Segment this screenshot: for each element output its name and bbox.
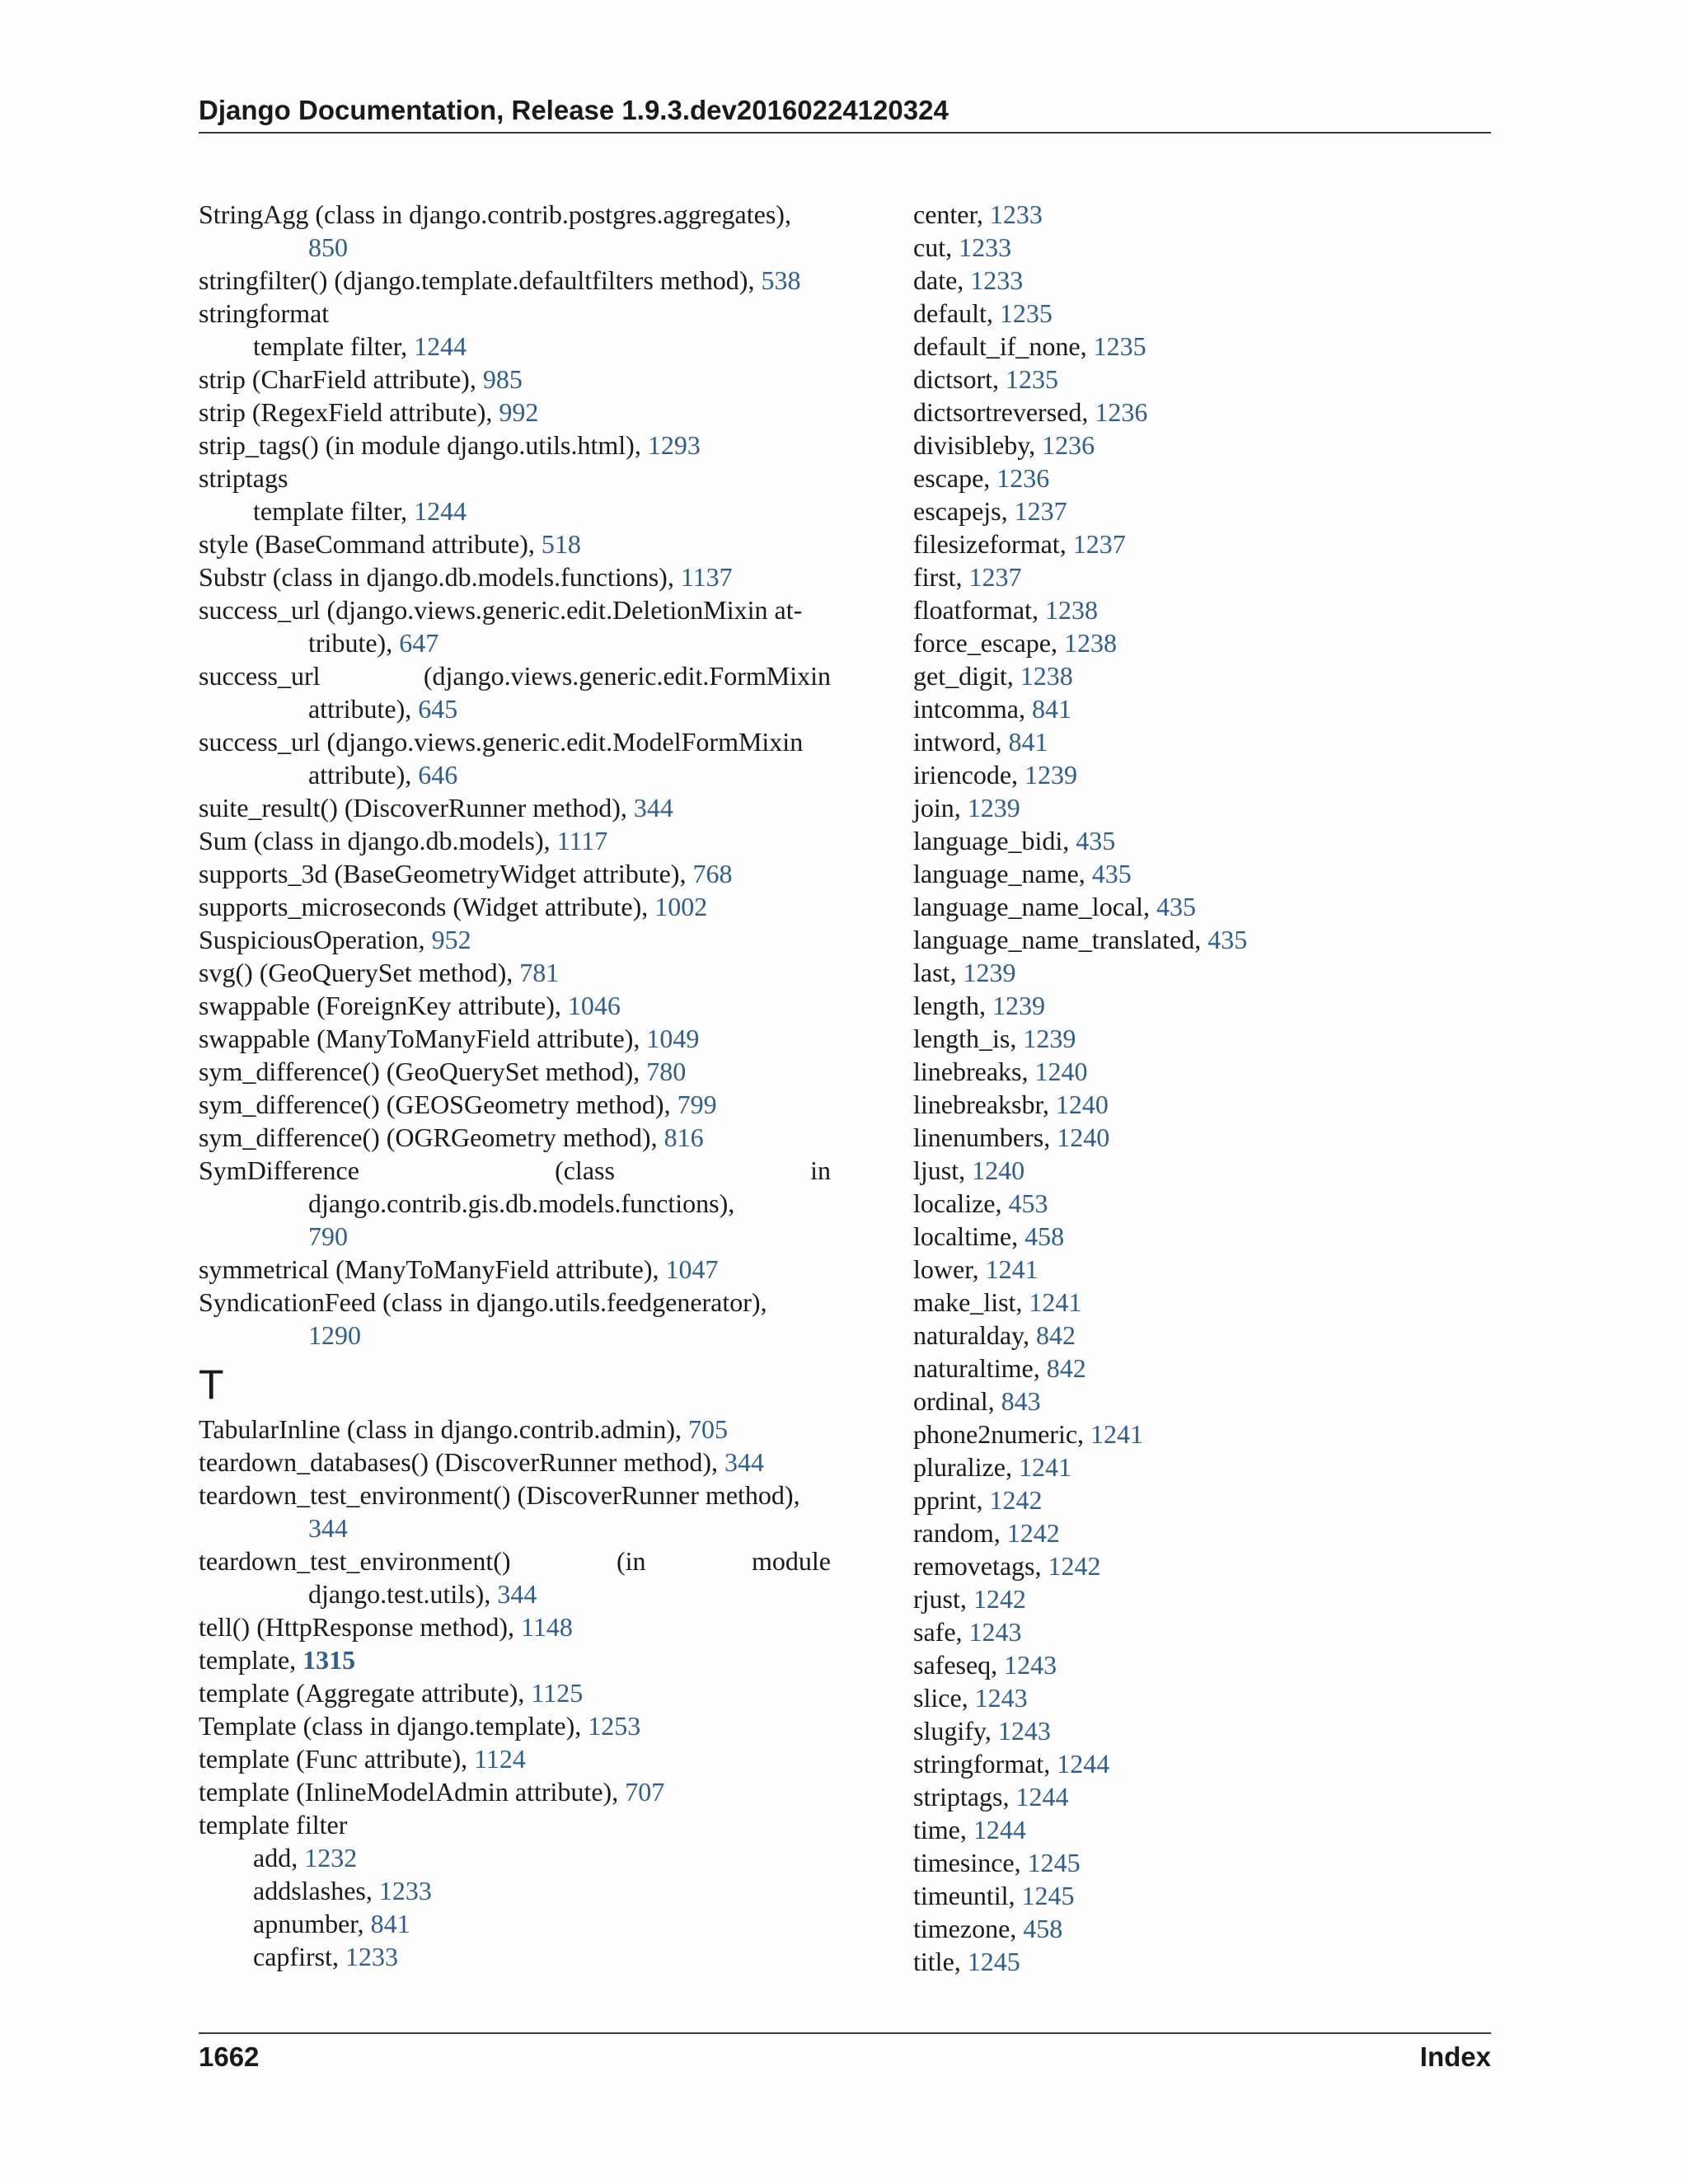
- subentry-label: localtime,: [913, 1221, 1025, 1251]
- subentry-label: join,: [913, 793, 968, 823]
- page-link[interactable]: 1046: [567, 991, 621, 1020]
- index-entry: template filter: [199, 1810, 348, 1840]
- page-link[interactable]: 1002: [654, 892, 708, 921]
- page-link[interactable]: 1239: [967, 793, 1020, 823]
- subentry-label: floatformat,: [913, 595, 1045, 625]
- index-entry-continuation: [199, 1319, 831, 1352]
- page-link[interactable]: 538: [761, 265, 801, 295]
- template-filter-subentry: [913, 1022, 1490, 1055]
- page-link[interactable]: 1239: [963, 958, 1016, 987]
- page-link[interactable]: 1237: [1014, 496, 1067, 526]
- document-title: Django Documentation, Release 1.9.3.dev20160224120324: [199, 95, 949, 125]
- index-entry-continuation: attribute), 646: [308, 760, 458, 790]
- subentry-label: center,: [913, 199, 990, 229]
- template-filter-subentry: [913, 1813, 1490, 1846]
- subentry-label: language_name_local,: [913, 892, 1156, 921]
- page-link[interactable]: 453: [1008, 1188, 1048, 1218]
- footer-section-name: Index: [1419, 2041, 1491, 2072]
- index-entry: sym_difference() (OGRGeometry method), 816: [199, 1122, 704, 1152]
- subentry-label: language_name_translated,: [913, 925, 1208, 954]
- index-entry-continuation: django.test.utils), 344: [308, 1579, 537, 1609]
- template-filter-subentry: [913, 1846, 1490, 1879]
- page-link[interactable]: 435: [1076, 826, 1116, 855]
- subentry-label: pprint,: [913, 1485, 990, 1515]
- subentry-label: language_bidi,: [913, 826, 1076, 855]
- template-filter-subentry: [913, 1747, 1490, 1780]
- subentry-label: force_escape,: [913, 628, 1064, 658]
- page-link[interactable]: 780: [646, 1057, 687, 1086]
- subentry-label: random,: [913, 1518, 1007, 1548]
- subentry-label: naturalday,: [913, 1320, 1036, 1350]
- subentry-label: language_name,: [913, 859, 1092, 888]
- page-link[interactable]: 1243: [997, 1716, 1051, 1746]
- page-link[interactable]: 1242: [1048, 1551, 1101, 1581]
- template-filter-subentry: [913, 1780, 1490, 1813]
- subentry-label: escapejs,: [913, 496, 1015, 526]
- subentry-label: length,: [913, 991, 992, 1020]
- subentry-label: safeseq,: [913, 1650, 1005, 1680]
- subentry-label: slice,: [913, 1683, 975, 1713]
- index-entry: symmetrical (ManyToManyField attribute), 1047: [199, 1254, 719, 1284]
- page-link[interactable]: 645: [418, 694, 458, 724]
- template-filter-subentry: [913, 1286, 1490, 1319]
- template-filter-subentry: [913, 725, 1490, 758]
- template-filter-subentry: [913, 1220, 1490, 1253]
- page-link[interactable]: 1293: [647, 430, 701, 460]
- template-filter-subentry: [913, 264, 1490, 297]
- template-filter-subentry: [913, 1319, 1490, 1352]
- subentry-label: dictsort,: [913, 364, 1006, 394]
- subentry-label: title,: [913, 1947, 968, 1976]
- template-filter-subentry: [913, 1648, 1490, 1681]
- template-filter-subentry: [913, 1516, 1490, 1549]
- template-filter-subentry: [913, 429, 1490, 462]
- index-entry: SuspiciousOperation, 952: [199, 925, 471, 954]
- template-filter-subentry: [913, 1352, 1490, 1385]
- page-link[interactable]: 841: [1008, 727, 1048, 757]
- template-filter-subentry: [913, 1187, 1490, 1220]
- template-filter-subentry: [913, 1385, 1490, 1418]
- index-entry-continuation: [199, 231, 831, 264]
- page-link[interactable]: 1233: [959, 232, 1012, 262]
- subentry-label: phone2numeric,: [913, 1419, 1091, 1449]
- template-filter-subentry: [913, 593, 1490, 626]
- template-filter-subentry: [913, 527, 1490, 560]
- page-link[interactable]: 1237: [968, 562, 1022, 592]
- subentry-label: get_digit,: [913, 661, 1020, 691]
- page-link[interactable]: 1245: [1027, 1848, 1081, 1877]
- page-link[interactable]: 1243: [974, 1683, 1028, 1713]
- page-link[interactable]: 843: [1001, 1386, 1041, 1416]
- template-filter-subentry: [913, 1945, 1490, 1978]
- page-link[interactable]: 1235: [999, 298, 1053, 328]
- page-link[interactable]: 344: [724, 1447, 764, 1477]
- page-link[interactable]: 952: [431, 925, 471, 954]
- subentry-label: naturaltime,: [913, 1353, 1047, 1383]
- page-link[interactable]: 1242: [973, 1584, 1026, 1614]
- page-link[interactable]: 1125: [531, 1678, 584, 1708]
- page-link[interactable]: 1239: [1023, 1024, 1076, 1053]
- page-link[interactable]: 1242: [1006, 1518, 1060, 1548]
- page-link[interactable]: 435: [1091, 859, 1132, 888]
- subentry-label: cut,: [913, 232, 959, 262]
- index-entry: swappable (ForeignKey attribute), 1046: [199, 991, 621, 1020]
- subentry-label: iriencode,: [913, 760, 1025, 790]
- template-filter-subentry: [913, 1088, 1490, 1121]
- subentry-label: striptags,: [913, 1782, 1016, 1811]
- page-link[interactable]: 1240: [1034, 1057, 1088, 1086]
- index-entry: TabularInline (class in django.contrib.admin), 705: [199, 1414, 729, 1444]
- template-filter-subentry: [913, 231, 1490, 264]
- subentry-label: rjust,: [913, 1584, 973, 1614]
- index-entry-continuation: tribute), 647: [308, 628, 439, 658]
- page-link[interactable]: 1239: [1025, 760, 1078, 790]
- index-entry: Substr (class in django.db.models.functions), 1137: [199, 562, 733, 592]
- page-link[interactable]: 1241: [985, 1254, 1039, 1284]
- subentry-label: lower,: [913, 1254, 986, 1284]
- index-entry: StringAgg (class in django.contrib.postgres.aggregates),: [199, 199, 791, 229]
- index-subentry: apnumber, 841: [253, 1909, 410, 1938]
- page-link[interactable]: 1241: [1090, 1419, 1144, 1449]
- page-link[interactable]: 842: [1046, 1353, 1086, 1383]
- page-link[interactable]: 458: [1023, 1914, 1063, 1943]
- page-link[interactable]: 768: [692, 859, 733, 888]
- page-link[interactable]: 1047: [665, 1254, 719, 1284]
- subentry-label: pluralize,: [913, 1452, 1019, 1482]
- index-entry: template, 1315: [199, 1645, 356, 1675]
- page-link[interactable]: 458: [1025, 1221, 1065, 1251]
- subentry-label: filesizeformat,: [913, 529, 1073, 559]
- index-subentry: template filter, 1244: [253, 496, 467, 526]
- page-link[interactable]: 1148: [521, 1612, 573, 1642]
- template-filter-subentry: [913, 198, 1490, 231]
- subentry-label: linebreaks,: [913, 1057, 1035, 1086]
- page-link[interactable]: 992: [499, 397, 539, 427]
- page-link[interactable]: 781: [519, 958, 560, 987]
- index-subentry: template filter, 1244: [253, 331, 467, 361]
- index-entry: SyndicationFeed (class in django.utils.feedgenerator),: [199, 1287, 767, 1317]
- index-entry: strip (RegexField attribute), 992: [199, 397, 539, 427]
- page-link[interactable]: 1233: [970, 265, 1024, 295]
- subentry-label: last,: [913, 958, 964, 987]
- template-filter-subentry: [913, 1451, 1490, 1483]
- page-link[interactable]: 1232: [304, 1843, 358, 1872]
- page-link[interactable]: 1243: [968, 1617, 1022, 1647]
- page-link[interactable]: 1236: [1095, 397, 1148, 427]
- subentry-label: dictsortreversed,: [913, 397, 1095, 427]
- page-link[interactable]: 1290: [308, 1320, 361, 1350]
- page-link[interactable]: 705: [688, 1414, 729, 1444]
- template-filter-subentry: [913, 1418, 1490, 1451]
- subentry-label: linebreaksbr,: [913, 1090, 1056, 1119]
- subentry-label: intword,: [913, 727, 1009, 757]
- page-link[interactable]: 1240: [972, 1155, 1025, 1185]
- subentry-label: length_is,: [913, 1024, 1024, 1053]
- page-link[interactable]: 1137: [680, 562, 733, 592]
- template-filter-subentry: [913, 462, 1490, 494]
- template-filter-subentry: [913, 1549, 1490, 1582]
- page-link[interactable]: 790: [308, 1221, 348, 1251]
- template-filter-subentry: [913, 626, 1490, 659]
- page-link[interactable]: 1238: [1063, 628, 1117, 658]
- page-link[interactable]: 1242: [989, 1485, 1043, 1515]
- index-entry: template (InlineModelAdmin attribute), 707: [199, 1777, 665, 1807]
- subentry-label: time,: [913, 1815, 973, 1844]
- subentry-label: stringformat,: [913, 1749, 1057, 1779]
- page-link[interactable]: 841: [370, 1909, 410, 1938]
- index-entry: Template (class in django.template), 1253: [199, 1711, 641, 1741]
- index-entry-continuation: [199, 1511, 831, 1544]
- index-entry: success_url (django.views.generic.edit.FormMixin: [199, 661, 831, 691]
- page-link[interactable]: 1244: [1015, 1782, 1069, 1811]
- template-filter-subentry: [913, 396, 1490, 429]
- template-filter-subentry: [913, 824, 1490, 857]
- template-filter-subentry: [913, 890, 1490, 923]
- subentry-label: timezone,: [913, 1914, 1024, 1943]
- index-entry: success_url (django.views.generic.edit.DeletionMixin at-: [199, 595, 803, 625]
- page-link[interactable]: 985: [482, 364, 523, 394]
- index-entry: svg() (GeoQuerySet method), 781: [199, 958, 560, 987]
- template-filter-subentry: [913, 1121, 1490, 1154]
- template-filter-subentry: [913, 560, 1490, 593]
- template-filter-subentry: [913, 494, 1490, 527]
- section-letter-heading: T: [199, 1361, 224, 1408]
- page-link[interactable]: 344: [308, 1513, 348, 1543]
- index-column-left: [199, 198, 831, 1973]
- page-link[interactable]: 344: [633, 793, 673, 823]
- index-subentry: capfirst, 1233: [253, 1942, 398, 1971]
- index-subentry: add, 1232: [253, 1843, 358, 1872]
- subentry-label: date,: [913, 265, 971, 295]
- page-link[interactable]: 1124: [474, 1744, 526, 1774]
- page-link[interactable]: 647: [399, 628, 439, 658]
- page-link[interactable]: 816: [663, 1122, 704, 1152]
- page-link[interactable]: 1239: [992, 991, 1045, 1020]
- page-link[interactable]: 799: [677, 1090, 717, 1119]
- subentry-label: default_if_none,: [913, 331, 1094, 361]
- page-link[interactable]: 518: [541, 529, 581, 559]
- page-number: 1662: [199, 2041, 260, 2072]
- page-link[interactable]: 1117: [556, 826, 608, 855]
- subentry-label: divisibleby,: [913, 430, 1043, 460]
- template-filter-subentry: [913, 923, 1490, 956]
- page-link[interactable]: 344: [497, 1579, 537, 1609]
- index-entry: sym_difference() (GEOSGeometry method), 799: [199, 1090, 717, 1119]
- page-link[interactable]: 850: [308, 232, 348, 262]
- page-link[interactable]: 1244: [973, 1815, 1026, 1844]
- index-entry: strip (CharField attribute), 985: [199, 364, 523, 394]
- template-filter-subentry: [913, 330, 1490, 363]
- template-filter-subentry: [913, 1055, 1490, 1088]
- template-filter-subentry: [913, 363, 1490, 396]
- index-entry-continuation: attribute), 645: [308, 694, 458, 724]
- index-entry: striptags: [199, 463, 288, 493]
- template-filter-subentry: [913, 989, 1490, 1022]
- index-entry: tell() (HttpResponse method), 1148: [199, 1612, 573, 1642]
- index-entry: swappable (ManyToManyField attribute), 1049: [199, 1024, 700, 1053]
- index-entry: Sum (class in django.db.models), 1117: [199, 826, 608, 855]
- page-header: [199, 92, 1491, 134]
- page-link-primary[interactable]: 1315: [302, 1645, 356, 1675]
- page-link[interactable]: 1238: [1044, 595, 1098, 625]
- page-link[interactable]: 1241: [1018, 1452, 1071, 1482]
- subentry-label: timeuntil,: [913, 1881, 1022, 1910]
- index-entry: sym_difference() (GeoQuerySet method), 780: [199, 1057, 687, 1086]
- template-filter-subentry: [913, 791, 1490, 824]
- page-link[interactable]: 1238: [1020, 661, 1073, 691]
- subentry-label: slugify,: [913, 1716, 998, 1746]
- page-link[interactable]: 1244: [1057, 1749, 1110, 1779]
- page-link[interactable]: 646: [418, 760, 458, 790]
- subentry-label: safe,: [913, 1617, 969, 1647]
- page-link[interactable]: 707: [625, 1777, 665, 1807]
- template-filter-subentry: [913, 659, 1490, 692]
- template-filter-subentry: [913, 1879, 1490, 1912]
- subentry-label: timesince,: [913, 1848, 1028, 1877]
- page-link[interactable]: 1235: [1005, 364, 1058, 394]
- page-link[interactable]: 1241: [1029, 1287, 1082, 1317]
- page-link[interactable]: 1049: [646, 1024, 700, 1053]
- template-filter-subentry: [913, 297, 1490, 330]
- index-entry: teardown_test_environment() (in module: [199, 1546, 831, 1576]
- index-entry: success_url (django.views.generic.edit.ModelFormMixin: [199, 727, 804, 757]
- index-entry: stringfilter() (django.template.defaultfilters method), 538: [199, 265, 801, 295]
- subentry-label: make_list,: [913, 1287, 1029, 1317]
- page-link[interactable]: 1237: [1072, 529, 1126, 559]
- template-filter-subentry: [913, 692, 1490, 725]
- subentry-label: escape,: [913, 463, 997, 493]
- page-link[interactable]: 1245: [967, 1947, 1020, 1976]
- page-link[interactable]: 1233: [378, 1876, 432, 1905]
- template-filter-subentry: [913, 1681, 1490, 1714]
- page-link[interactable]: 1240: [1055, 1090, 1109, 1119]
- index-entry: template (Aggregate attribute), 1125: [199, 1678, 584, 1708]
- subentry-label: ljust,: [913, 1155, 973, 1185]
- page-link[interactable]: 1233: [989, 199, 1043, 229]
- index-entry: style (BaseCommand attribute), 518: [199, 529, 581, 559]
- template-filter-subentry: [913, 1154, 1490, 1187]
- template-filter-subentry: [913, 956, 1490, 989]
- index-entry-continuation: django.contrib.gis.db.models.functions),: [308, 1188, 735, 1218]
- index-entry: supports_microseconds (Widget attribute), 1002: [199, 892, 708, 921]
- page-link[interactable]: 1245: [1021, 1881, 1075, 1910]
- page-link[interactable]: 1244: [414, 496, 467, 526]
- page-link[interactable]: 1240: [1057, 1122, 1110, 1152]
- index-entry: strip_tags() (in module django.utils.html), 1293: [199, 430, 701, 460]
- index-entry: supports_3d (BaseGeometryWidget attribute), 768: [199, 859, 733, 888]
- template-filter-subentry: [913, 1582, 1490, 1615]
- page-link[interactable]: 1243: [1004, 1650, 1057, 1680]
- template-filter-subentry: [913, 1714, 1490, 1747]
- subentry-label: first,: [913, 562, 969, 592]
- template-filter-subentry: [913, 1253, 1490, 1286]
- index-entry-continuation: [199, 1220, 831, 1253]
- page-link[interactable]: 435: [1207, 925, 1248, 954]
- template-filter-subentry: [913, 1912, 1490, 1945]
- subentry-label: default,: [913, 298, 1000, 328]
- subentry-label: localize,: [913, 1188, 1009, 1218]
- page-link[interactable]: 842: [1035, 1320, 1076, 1350]
- page-link[interactable]: 435: [1156, 892, 1196, 921]
- page-link[interactable]: 1236: [996, 463, 1050, 493]
- index-entry: teardown_test_environment() (DiscoverRunner method),: [199, 1480, 800, 1510]
- index-entry: SymDifference (class in: [199, 1155, 831, 1185]
- template-filter-subentry: [913, 1615, 1490, 1648]
- page-link[interactable]: 841: [1031, 694, 1071, 724]
- page-link[interactable]: 1236: [1042, 430, 1095, 460]
- index-column-right: [913, 198, 1490, 1978]
- subentry-label: ordinal,: [913, 1386, 1001, 1416]
- page-footer: [199, 2032, 1491, 2075]
- index-entry: teardown_databases() (DiscoverRunner method), 344: [199, 1447, 764, 1477]
- subentry-label: intcomma,: [913, 694, 1032, 724]
- index-entry: suite_result() (DiscoverRunner method), 344: [199, 793, 673, 823]
- page-link[interactable]: 1253: [588, 1711, 641, 1741]
- page-link[interactable]: 1235: [1093, 331, 1146, 361]
- index-subentry: addslashes, 1233: [253, 1876, 432, 1905]
- index-entry: stringformat: [199, 298, 330, 328]
- template-filter-subentry: [913, 758, 1490, 791]
- page-link[interactable]: 1244: [414, 331, 467, 361]
- subentry-label: removetags,: [913, 1551, 1048, 1581]
- subentry-label: linenumbers,: [913, 1122, 1057, 1152]
- index-entry: template (Func attribute), 1124: [199, 1744, 526, 1774]
- page-link[interactable]: 1233: [345, 1942, 398, 1971]
- template-filter-subentry: [913, 857, 1490, 890]
- template-filter-subentry: [913, 1483, 1490, 1516]
